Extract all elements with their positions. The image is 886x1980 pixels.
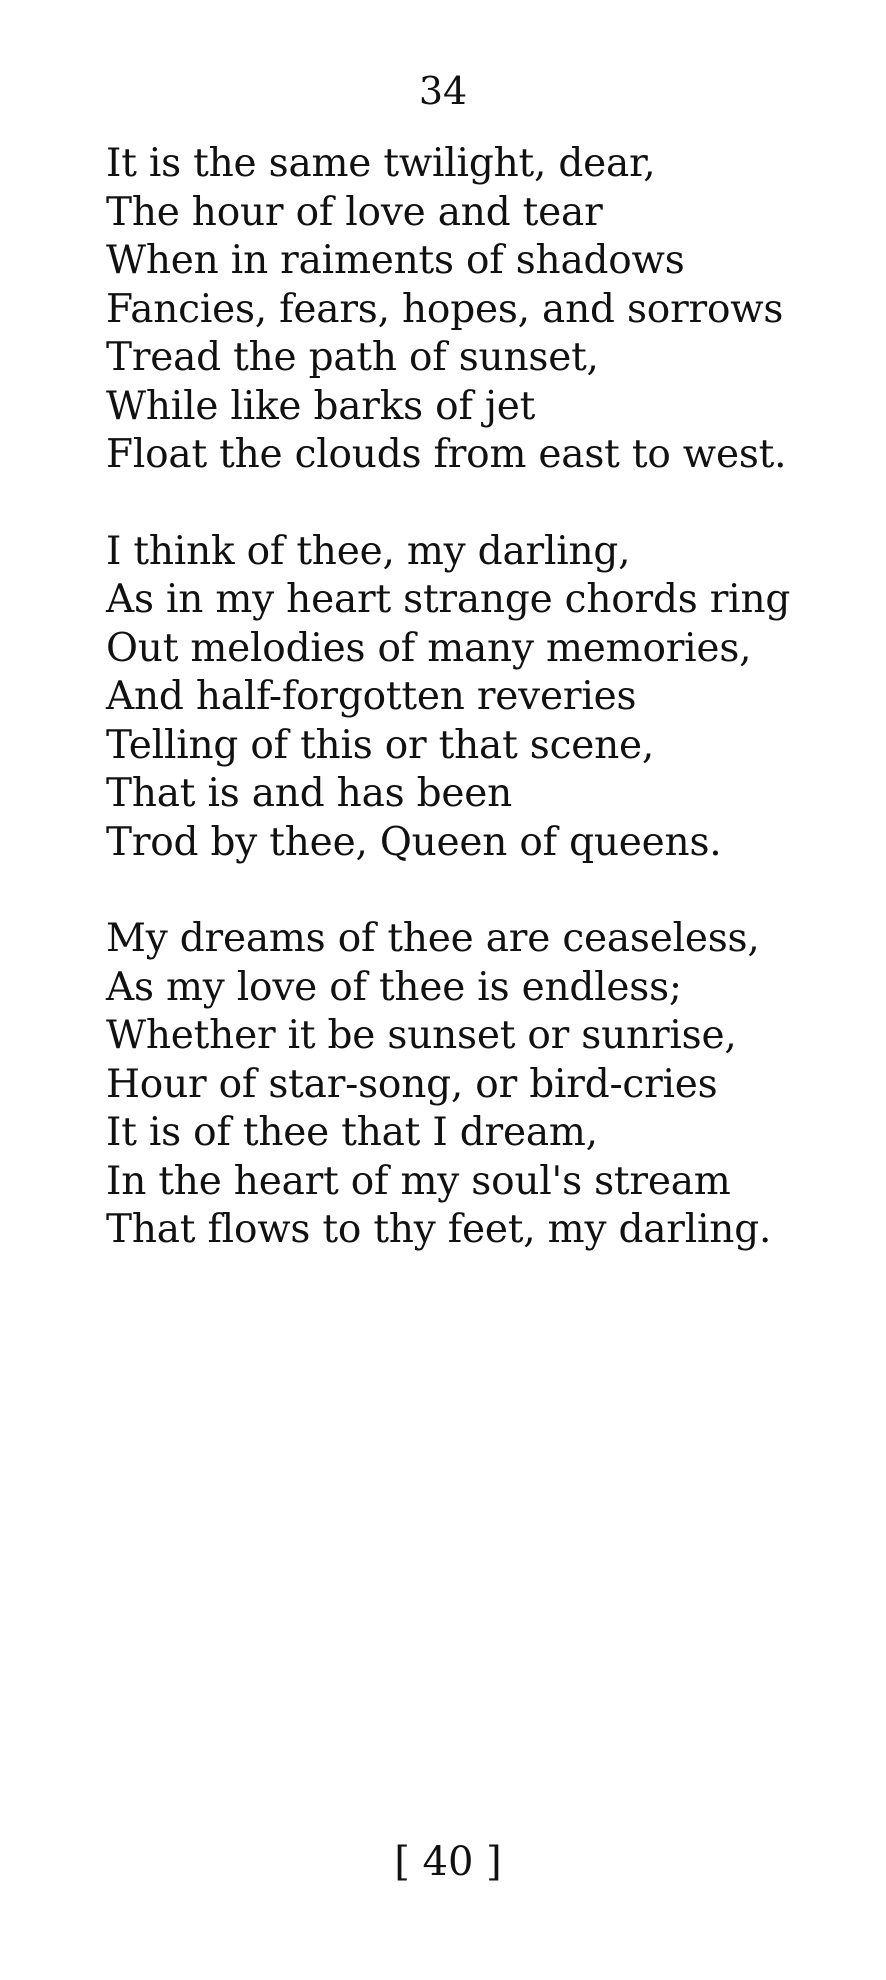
poem-line: Whether it be sunset or sunrise, (106, 1013, 737, 1058)
poem-line: Tread the path of sunset, (106, 335, 599, 380)
poem-line: Hour of star-song, or bird-cries (106, 1061, 718, 1107)
poem-line: My dreams of thee are ceaseless, (106, 916, 760, 961)
stanza-1 (106, 140, 866, 480)
poem-line: It is the same twilight, dear, (106, 141, 656, 186)
poem-line: Float the clouds from east to west. (106, 432, 787, 477)
poem-line: It is of thee that I dream, (106, 1110, 598, 1155)
poem-line: I think of thee, my darling, (106, 528, 631, 574)
poem-line: In the heart of my soul's stream (106, 1158, 731, 1204)
poem-line: That is and has been (106, 771, 513, 816)
stanza-3 (106, 915, 866, 1255)
page-number: [ 40 ] (394, 1839, 502, 1885)
poem-line: Telling of this or that scene, (106, 722, 655, 768)
stanza-2 (106, 528, 866, 868)
poem-line: The hour of love and tear (106, 189, 603, 235)
poem-line: And half-forgotten reveries (106, 674, 637, 719)
poem-line: Fancies, fears, hopes, and sorrows (106, 286, 784, 332)
poem-line: While like barks of jet (106, 383, 536, 429)
poem-line: Out melodies of many memories, (106, 625, 752, 671)
poem-line: Trod by thee, Queen of queens. (106, 819, 722, 865)
poem-body (106, 140, 866, 1303)
poem-line: As my love of thee is endless; (106, 964, 682, 1010)
poem-line: When in raiments of shadows (106, 238, 685, 283)
poem-number: 34 (418, 69, 468, 113)
poem-line: As in my heart strange chords ring (106, 577, 791, 622)
poem-line: That flows to thy feet, my darling. (106, 1207, 772, 1252)
